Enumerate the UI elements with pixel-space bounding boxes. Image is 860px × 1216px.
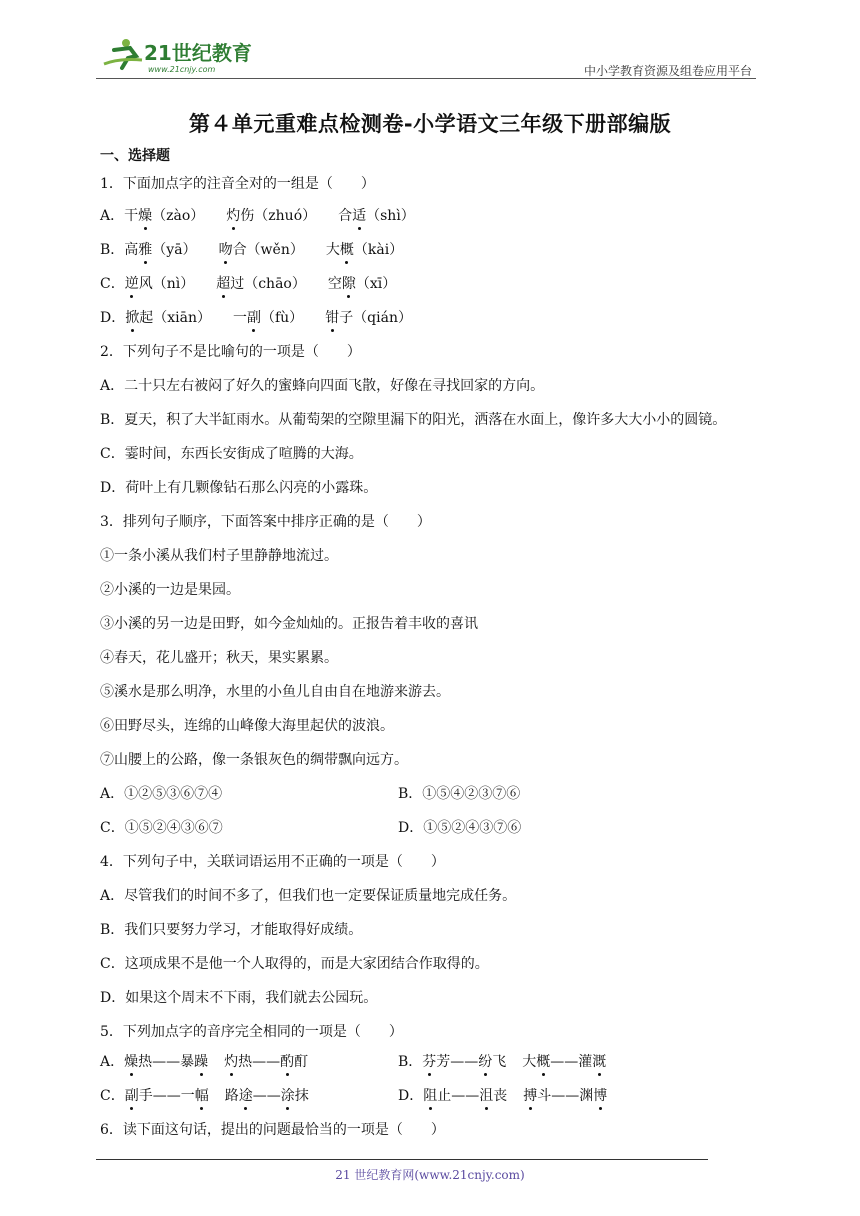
question-1-option-d: D．掀起（xiān） 一副（fù） 钳子（qián）	[100, 310, 412, 326]
question-5-option-b: B．芬芳——纷飞 大概——灌溉	[398, 1054, 607, 1070]
question-5-stem: 5．下列加点字的音序完全相同的一项是（ ）	[100, 1024, 403, 1040]
logo	[96, 34, 266, 76]
question-3-item: ①一条小溪从我们村子里静静地流过。	[100, 548, 338, 564]
question-5-option-c: C．副手——一幅 路途——涂抹	[100, 1088, 309, 1104]
question-2-stem: 2．下列句子不是比喻句的一项是（ ）	[100, 344, 361, 360]
question-1-stem: 1．下面加点字的注音全对的一组是（ ）	[100, 176, 375, 192]
question-3-item: ⑥田野尽头，连绵的山峰像大海里起伏的波浪。	[100, 718, 394, 734]
logo-text: 21世纪教育	[144, 41, 252, 65]
question-2-option-b: B．夏天，积了大半缸雨水。从葡萄架的空隙里漏下的阳光，洒落在水面上，像许多大大小小的圆镜。	[100, 412, 727, 428]
question-3-item: ②小溪的一边是果园。	[100, 582, 240, 598]
question-1-option-c: C．逆风（nì） 超过（chāo） 空隙（xī）	[100, 276, 397, 292]
question-3-option-c: C．①⑤②④③⑥⑦	[100, 820, 223, 836]
footer-divider	[96, 1159, 708, 1160]
question-2-option-a: A．二十只左右被闷了好久的蜜蜂向四面飞散，好像在寻找回家的方向。	[100, 378, 545, 394]
question-3-option-d: D．①⑤②④③⑦⑥	[398, 820, 522, 836]
question-4-stem: 4．下列句子中，关联词语运用不正确的一项是（ ）	[100, 854, 445, 870]
question-3-item: ⑤溪水是那么明净，水里的小鱼儿自由自在地游来游去。	[100, 684, 450, 700]
question-4-option-b: B．我们只要努力学习，才能取得好成绩。	[100, 922, 363, 938]
page-title: 第４单元重难点检测卷-小学语文三年级下册部编版	[188, 112, 672, 136]
question-1-option-b: B．高雅（yā） 吻合（wěn） 大概（kài）	[100, 242, 404, 258]
question-5-option-a: A．燥热——暴躁 灼热——酌酊	[100, 1054, 309, 1070]
question-3-item: ③小溪的另一边是田野，如今金灿灿的。正报告着丰收的喜讯	[100, 616, 478, 632]
question-4-option-d: D．如果这个周末不下雨，我们就去公园玩。	[100, 990, 378, 1006]
header-divider	[96, 78, 756, 79]
question-1-option-a: A．干燥（zào） 灼伤（zhuó） 合适（shì）	[100, 208, 415, 224]
question-3-item: ④春天，花儿盛开；秋天，果实累累。	[100, 650, 338, 666]
question-6-stem: 6．读下面这句话，提出的问题最恰当的一项是（ ）	[100, 1122, 445, 1138]
logo-url: www.21cnjy.com	[148, 65, 216, 74]
question-4-option-a: A．尽管我们的时间不多了，但我们也一定要保证质量地完成任务。	[100, 888, 517, 904]
question-4-option-c: C．这项成果不是他一个人取得的，而是大家团结合作取得的。	[100, 956, 489, 972]
question-2-option-d: D．荷叶上有几颗像钻石那么闪亮的小露珠。	[100, 480, 378, 496]
question-3-stem: 3．排列句子顺序，下面答案中排序正确的是（ ）	[100, 514, 431, 530]
page-footer: 21 世纪教育网(www.21cnjy.com)	[335, 1168, 525, 1182]
question-2-option-c: C．霎时间，东西长安街成了喧腾的大海。	[100, 446, 363, 462]
section-heading: 一、选择题	[100, 148, 170, 164]
question-5-option-d: D．阻止——沮丧 搏斗——渊博	[398, 1088, 608, 1104]
page-header	[96, 34, 756, 78]
question-3-item: ⑦山腰上的公路，像一条银灰色的绸带飘向远方。	[100, 752, 408, 768]
question-3-option-a: A．①②⑤③⑥⑦④	[100, 786, 223, 802]
platform-name: 中小学教育资源及组卷应用平台	[583, 64, 752, 78]
question-3-option-b: B．①⑤④②③⑦⑥	[398, 786, 521, 802]
